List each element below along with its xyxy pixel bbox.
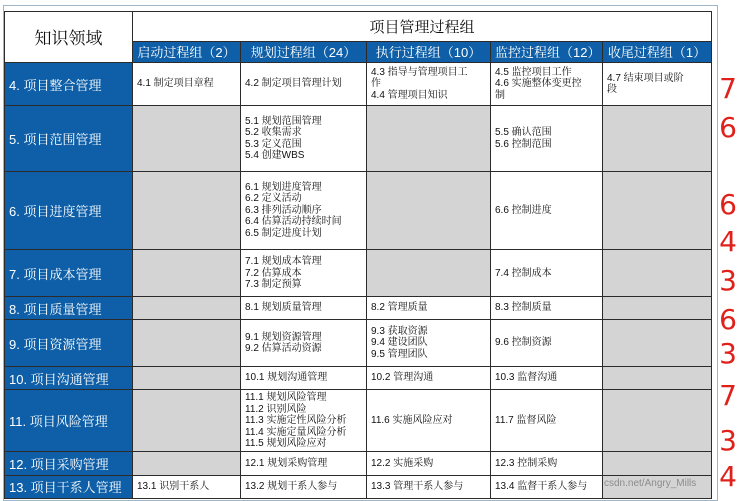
process-item: 4.4 管理项目知识 — [371, 89, 448, 101]
process-item: 13.4 监督干系人参与 — [495, 481, 588, 493]
process-cell — [491, 452, 603, 475]
table-row — [5, 250, 712, 297]
process-cell — [367, 475, 491, 498]
process-cell — [367, 367, 491, 390]
process-cell — [367, 390, 491, 452]
process-count-annotation: 6 — [719, 188, 737, 221]
empty-cell — [133, 172, 241, 250]
process-cell — [241, 250, 367, 297]
process-count-annotation: 4 — [719, 225, 737, 258]
knowledge-area-label: 12. 项目采购管理 — [5, 452, 133, 475]
knowledge-area-label: 9. 项目资源管理 — [5, 320, 133, 367]
process-item: 9.6 控制资源 — [495, 337, 552, 349]
empty-cell — [133, 250, 241, 297]
process-cell — [491, 62, 603, 105]
process-cell — [241, 475, 367, 498]
process-cell — [491, 172, 603, 250]
process-count-annotation: 4 — [719, 460, 737, 493]
process-count-annotation: 7 — [719, 72, 737, 105]
process-item: 4.6 实施整体变更控 — [495, 78, 582, 90]
process-cell — [133, 475, 241, 498]
process-item: 13.1 识别干系人 — [137, 481, 210, 493]
table-row — [5, 172, 712, 250]
process-item: 10.2 管理沟通 — [371, 372, 434, 384]
process-cell — [241, 62, 367, 105]
process-item: 11.3 实施定性风险分析 — [245, 415, 347, 427]
process-cell — [367, 452, 491, 475]
knowledge-area-label: 11. 项目风险管理 — [5, 390, 133, 452]
empty-cell — [603, 297, 712, 320]
process-item: 11.4 实施定量风险分析 — [245, 426, 347, 438]
table-row — [5, 320, 712, 367]
knowledge-area-label: 8. 项目质量管理 — [5, 297, 133, 320]
empty-cell — [367, 172, 491, 250]
knowledge-area-label: 10. 项目沟通管理 — [5, 367, 133, 390]
process-item: 11.2 识别风险 — [245, 403, 307, 415]
table-row — [5, 106, 712, 172]
process-cell — [241, 106, 367, 172]
phase-header: 执行过程组（10） — [367, 41, 491, 62]
corner-header: 知识领域 — [5, 12, 133, 63]
process-count-annotation: 6 — [719, 111, 737, 144]
empty-cell — [603, 250, 712, 297]
phase-header: 规划过程组（24） — [241, 41, 367, 62]
empty-cell — [603, 172, 712, 250]
process-item: 8.3 控制质量 — [495, 302, 552, 314]
empty-cell — [133, 297, 241, 320]
process-cell — [241, 320, 367, 367]
empty-cell — [367, 106, 491, 172]
process-item: 段 — [607, 84, 617, 96]
process-count-annotation: 7 — [719, 379, 737, 412]
process-item: 6.3 排列活动顺序 — [245, 204, 322, 216]
process-cell — [491, 320, 603, 367]
empty-cell — [603, 367, 712, 390]
process-cell — [491, 106, 603, 172]
process-item: 13.2 规划干系人参与 — [245, 481, 338, 493]
process-item: 12.2 实施采购 — [371, 457, 434, 469]
process-item: 4.7 结束项目或阶 — [607, 72, 684, 84]
process-cell — [133, 62, 241, 105]
table-row — [5, 390, 712, 452]
table-row — [5, 367, 712, 390]
process-item: 7.4 控制成本 — [495, 267, 552, 279]
empty-cell — [133, 320, 241, 367]
process-cell — [241, 172, 367, 250]
process-item: 5.1 规划范围管理 — [245, 115, 322, 127]
process-item: 9.3 获取资源 — [371, 325, 428, 337]
process-item: 10.1 规划沟通管理 — [245, 372, 328, 384]
process-cell — [241, 367, 367, 390]
empty-cell — [603, 452, 712, 475]
process-cell — [491, 367, 603, 390]
process-cell — [241, 297, 367, 320]
process-count-annotation: 3 — [719, 264, 737, 297]
process-item: 5.5 确认范围 — [495, 127, 552, 139]
process-cell — [367, 62, 491, 105]
process-item: 5.6 控制范围 — [495, 138, 552, 150]
phase-header: 监控过程组（12） — [491, 41, 603, 62]
process-cell — [491, 475, 603, 498]
process-table — [4, 11, 712, 499]
knowledge-area-label: 4. 项目整合管理 — [5, 62, 133, 105]
knowledge-area-label: 5. 项目范围管理 — [5, 106, 133, 172]
process-item: 6.4 估算活动持续时间 — [245, 216, 342, 228]
process-cell — [491, 250, 603, 297]
process-item: 7.1 规划成本管理 — [245, 256, 322, 267]
process-item: 9.5 管理团队 — [371, 348, 428, 360]
process-item: 11.5 规划风险应对 — [245, 438, 327, 450]
process-cell — [241, 390, 367, 452]
knowledge-area-label: 13. 项目干系人管理 — [5, 475, 133, 498]
process-cell — [491, 390, 603, 452]
table-row — [5, 62, 712, 105]
process-item: 7.3 制定预算 — [245, 279, 302, 290]
process-cell — [367, 320, 491, 367]
process-item: 5.4 创建WBS — [245, 150, 305, 162]
empty-cell — [603, 106, 712, 172]
process-item: 6.5 制定进度计划 — [245, 227, 322, 239]
process-item: 11.1 规划风险管理 — [245, 392, 327, 404]
process-item: 5.2 收集需求 — [245, 127, 302, 139]
process-item: 10.3 监督沟通 — [495, 372, 558, 384]
process-count-annotation: 3 — [719, 424, 737, 457]
process-item: 4.2 制定项目管理计划 — [245, 78, 342, 90]
empty-cell — [133, 390, 241, 452]
process-item: 9.4 建设团队 — [371, 337, 428, 349]
process-group-title: 项目管理过程组 — [133, 12, 712, 42]
knowledge-area-label: 6. 项目进度管理 — [5, 172, 133, 250]
process-item: 4.3 指导与管理项目工 — [371, 66, 468, 78]
process-cell — [491, 297, 603, 320]
knowledge-area-label: 7. 项目成本管理 — [5, 250, 133, 297]
empty-cell — [133, 452, 241, 475]
empty-cell — [133, 106, 241, 172]
process-item: 13.3 管理干系人参与 — [371, 481, 464, 493]
process-item: 作 — [371, 78, 381, 90]
watermark-url: csdn.net/Angry_Mills — [604, 478, 697, 489]
process-item: 8.2 管理质量 — [371, 302, 428, 314]
process-item: 12.3 控制采购 — [495, 457, 558, 469]
process-item: 11.6 实施风险应对 — [371, 415, 453, 427]
process-item: 5.3 定义范围 — [245, 138, 302, 150]
process-item: 制 — [495, 89, 505, 101]
process-item: 6.6 控制进度 — [495, 204, 552, 216]
empty-cell — [603, 390, 712, 452]
process-item: 12.1 规划采购管理 — [245, 457, 328, 469]
empty-cell — [367, 250, 491, 297]
process-item: 7.2 估算成本 — [245, 267, 302, 279]
process-item: 4.1 制定项目章程 — [137, 78, 214, 90]
process-item: 8.1 规划质量管理 — [245, 302, 322, 314]
process-item: 11.7 监督风险 — [495, 415, 557, 427]
process-cell — [603, 62, 712, 105]
process-item: 9.1 规划资源管理 — [245, 331, 322, 343]
process-count-annotation: 3 — [719, 337, 737, 370]
table-row — [5, 452, 712, 475]
process-item: 6.1 规划进度管理 — [245, 181, 322, 193]
table-row — [5, 297, 712, 320]
process-count-annotation: 6 — [719, 303, 737, 336]
phase-header: 收尾过程组（1） — [603, 41, 712, 62]
empty-cell — [133, 367, 241, 390]
process-item: 6.2 定义活动 — [245, 193, 302, 205]
process-cell — [367, 297, 491, 320]
empty-cell — [603, 320, 712, 367]
process-cell — [241, 452, 367, 475]
process-item: 9.2 估算活动资源 — [245, 343, 322, 355]
process-item: 4.5 监控项目工作 — [495, 66, 572, 78]
phase-header: 启动过程组（2） — [133, 41, 241, 62]
